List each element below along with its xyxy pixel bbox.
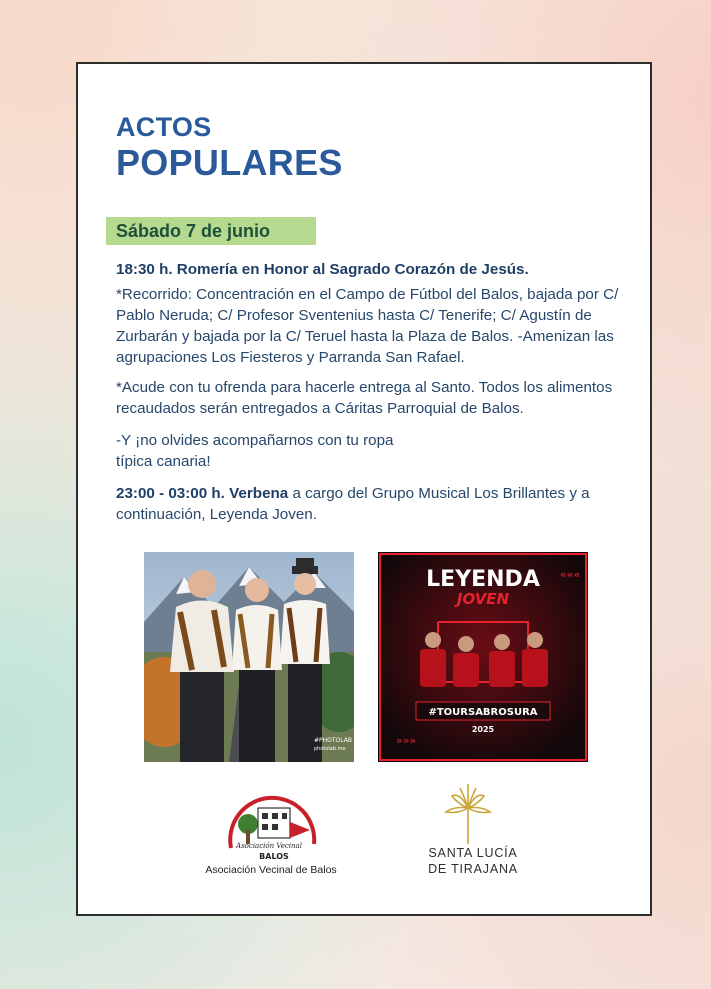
municipio-name-line-1: SANTA LUCÍA — [428, 846, 518, 860]
photo-watermark: #PHOTOLAB — [314, 737, 352, 744]
date-badge: Sábado 7 de junio — [106, 217, 316, 245]
event-card — [76, 62, 652, 916]
verbena-time: 23:00 - 03:00 h. — [116, 485, 225, 502]
title-line-2: POPULARES — [116, 142, 343, 183]
municipio-name-line-2: DE TIRAJANA — [428, 862, 518, 876]
title-line-1: ACTOS — [116, 112, 212, 142]
chevrons-left-icon: ««« — [560, 568, 581, 581]
verbena-label: Verbena — [229, 485, 289, 502]
poster-subtitle: JOVEN — [456, 590, 510, 608]
verbena-paragraph — [116, 483, 628, 525]
asociacion-logo-script: Asociación Vecinal — [236, 842, 302, 850]
offering-paragraph: *Acude con tu ofrenda para hacerle entrega al Santo. Todos los alimentos recaudados serán entregados a Cáritas Parroquial de Balos. — [116, 379, 613, 417]
reminder-line-2: típica canaria! — [116, 453, 211, 470]
photo-watermark-url: photolab.me — [314, 746, 346, 752]
asociacion-caption: Asociación Vecinal de Balos — [205, 864, 337, 876]
romeria-heading: 18:30 h. Romería en Honor al Sagrado Corazón de Jesús. — [116, 261, 529, 278]
route-paragraph: *Recorrido: Concentración en el Campo de Fútbol del Balos, bajada por C/ Pablo Neruda; C/ Profesor Sventenius hasta C/ Tenerife; C/ Agustín de Zurbarán y bajada por la C/ Teruel hasta la Plaza de Balos. -Amenizan las agrupaciones Los Fiesteros y Parranda San Rafael. — [116, 286, 619, 366]
chevrons-right-icon: »»» — [396, 734, 417, 747]
poster-tag: #TOURSABROSURA — [428, 707, 538, 718]
poster-title: LEYENDA — [426, 567, 540, 592]
santa-lucia-logo-icon — [438, 782, 498, 846]
leyenda-joven-poster — [378, 552, 588, 762]
verbena-description: a cargo del Grupo Musical Los Brillantes y a continuación, Leyenda Joven. — [116, 485, 590, 523]
asociacion-logo-short: BALOS — [259, 852, 289, 861]
reminder-line-1: -Y ¡no olvides acompañarnos con tu ropa — [116, 432, 394, 449]
reminder-paragraph — [116, 430, 628, 472]
poster-year: 2025 — [471, 725, 495, 734]
los-brillantes-photo — [144, 552, 354, 762]
